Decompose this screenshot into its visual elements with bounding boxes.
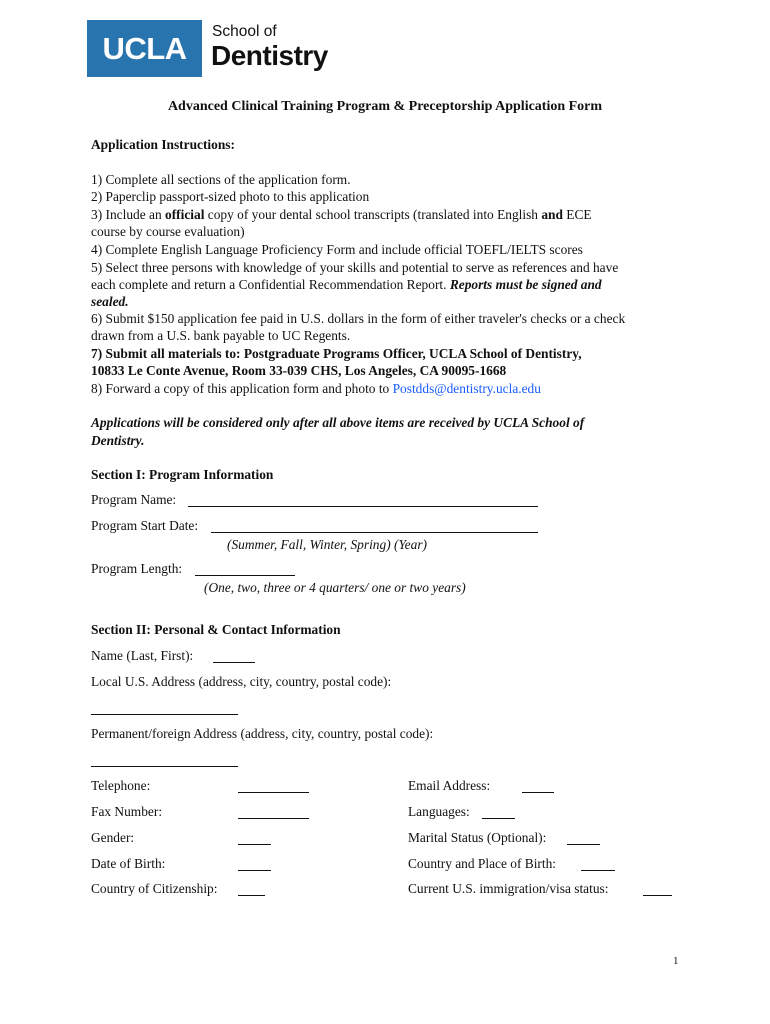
instruction-6-continued: drawn from a U.S. bank payable to UC Regents. <box>91 328 351 343</box>
program-name-field[interactable] <box>188 506 538 507</box>
program-start-date-field[interactable] <box>211 532 538 533</box>
country-of-citizenship-field[interactable] <box>238 895 265 896</box>
program-length-label: Program Length: <box>91 561 183 576</box>
name-field[interactable] <box>213 662 255 663</box>
instruction-5-text: each complete and return a Confidential Recommendation Report. <box>91 277 450 292</box>
email-address-label: Email Address: <box>408 778 491 793</box>
instruction-6: 6) Submit $150 application fee paid in U.S. dollars in the form of either traveler's checks or a check <box>91 311 626 326</box>
date-of-birth-label: Date of Birth: <box>91 856 166 871</box>
instruction-7: 7) Submit all materials to: Postgraduate Programs Officer, UCLA School of Dentistry, <box>91 346 582 361</box>
country-place-of-birth-label: Country and Place of Birth: <box>408 856 557 871</box>
program-length-hint: (One, two, three or 4 quarters/ one or two years) <box>204 580 466 595</box>
instruction-4: 4) Complete English Language Proficiency Form and include official TOEFL/IELTS scores <box>91 242 583 257</box>
page-number: 1 <box>673 955 679 967</box>
ucla-logo: UCLA <box>87 20 202 77</box>
telephone-field[interactable] <box>238 792 309 793</box>
gender-field[interactable] <box>238 844 271 845</box>
start-date-hint: (Summer, Fall, Winter, Spring) (Year) <box>227 537 427 552</box>
email-address-field[interactable] <box>522 792 554 793</box>
instruction-5: 5) Select three persons with knowledge of your skills and potential to serve as references and have <box>91 260 619 275</box>
section-2-heading: Section II: Personal & Contact Information <box>91 622 341 637</box>
section-1-heading: Section I: Program Information <box>91 467 274 482</box>
instruction-7-address: 10833 Le Conte Avenue, Room 33-039 CHS, Los Angeles, CA 90095-1668 <box>91 363 507 378</box>
instructions-heading: Application Instructions: <box>91 137 235 152</box>
program-start-date-label: Program Start Date: <box>91 518 199 533</box>
fax-number-field[interactable] <box>238 818 309 819</box>
instruction-8-text: 8) Forward a copy of this application form and photo to <box>91 381 393 396</box>
country-place-of-birth-field[interactable] <box>581 870 615 871</box>
fax-number-label: Fax Number: <box>91 804 163 819</box>
local-address-label: Local U.S. Address (address, city, country, postal code): <box>91 674 392 689</box>
permanent-address-label: Permanent/foreign Address (address, city, country, postal code): <box>91 726 434 741</box>
email-link[interactable]: Postdds@dentistry.ucla.edu <box>392 381 541 396</box>
instruction-3-and: and <box>541 207 563 222</box>
country-of-citizenship-label: Country of Citizenship: <box>91 881 218 896</box>
telephone-label: Telephone: <box>91 778 151 793</box>
local-address-field[interactable] <box>91 714 238 715</box>
permanent-address-field[interactable] <box>91 766 238 767</box>
instruction-3-continued: course by course evaluation) <box>91 224 245 239</box>
applications-note: Applications will be considered only after all above items are received by UCLA School of <box>91 415 585 430</box>
gender-label: Gender: <box>91 830 135 845</box>
date-of-birth-field[interactable] <box>238 870 271 871</box>
instruction-5-sealed: sealed. <box>91 294 129 309</box>
program-name-label: Program Name: <box>91 492 177 507</box>
instruction-3 <box>91 207 592 223</box>
visa-status-field[interactable] <box>643 895 672 896</box>
instruction-5-emphasis: Reports must be signed and <box>449 277 602 292</box>
instruction-3-part-e: ECE <box>562 207 592 222</box>
instruction-3-official: official <box>165 207 205 222</box>
applications-note-continued: Dentistry. <box>91 433 145 448</box>
form-title: Advanced Clinical Training Program & Preceptorship Application Form <box>167 99 603 114</box>
visa-status-label: Current U.S. immigration/visa status: <box>408 881 609 896</box>
program-length-field[interactable] <box>195 575 295 576</box>
instruction-5-continued <box>91 277 602 293</box>
languages-label: Languages: <box>408 804 470 819</box>
languages-field[interactable] <box>482 818 515 819</box>
instruction-8 <box>91 381 541 397</box>
instruction-1: 1) Complete all sections of the application form. <box>91 172 351 187</box>
logo-school-of: School of <box>212 23 277 40</box>
marital-status-field[interactable] <box>567 844 600 845</box>
marital-status-label: Marital Status (Optional): <box>408 830 547 845</box>
instruction-2: 2) Paperclip passport-sized photo to this application <box>91 189 370 204</box>
name-label: Name (Last, First): <box>91 648 194 663</box>
instruction-3-part-a: 3) Include an <box>91 207 165 222</box>
instruction-3-part-c: copy of your dental school transcripts (translated into English <box>204 207 542 222</box>
logo-dentistry: Dentistry <box>211 40 328 71</box>
